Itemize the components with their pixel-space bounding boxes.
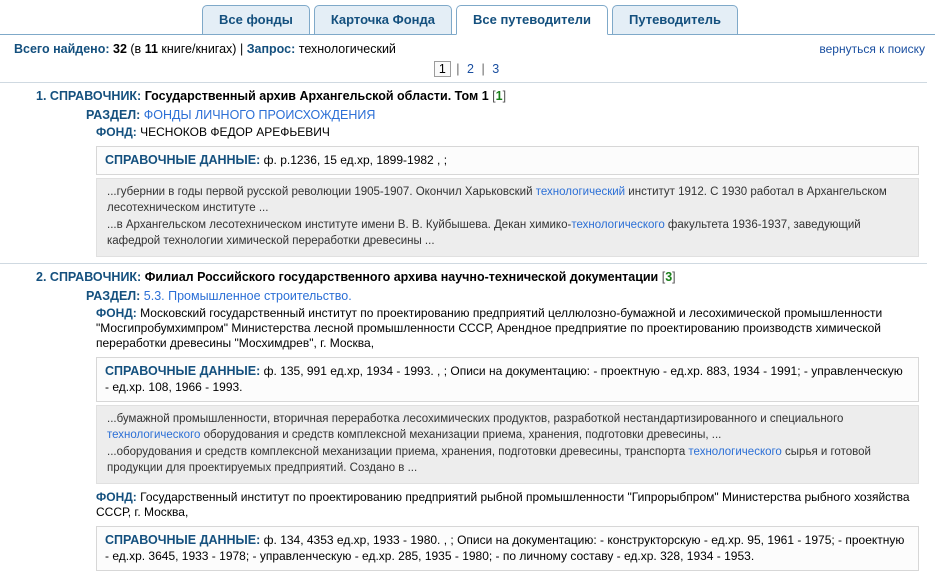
result-item-header (0, 82, 927, 105)
snippet-highlight: технологического (107, 429, 201, 441)
fond-label: ФОНД: (96, 490, 137, 504)
tab-label: Все путеводители (472, 12, 591, 27)
snippet-line (107, 411, 910, 443)
page-2[interactable]: 2 (467, 62, 474, 76)
found-label: Всего найдено: (14, 42, 110, 56)
snippet-line (107, 184, 910, 216)
result-title[interactable]: Государственный архив Архангельской области. Том 1 (144, 89, 489, 103)
page-1[interactable]: 1 (434, 61, 451, 77)
section-label: РАЗДЕЛ: (86, 108, 141, 122)
pager-separator: | (456, 62, 460, 76)
books-word: книге/книгах) (161, 42, 237, 56)
reference-data-card (96, 526, 919, 571)
snippet-text: ...губернии в годы первой русской революции 1905-1907. Окончил Харьковский (107, 186, 536, 198)
tab-all-funds[interactable] (202, 5, 310, 35)
fond-row (0, 484, 927, 522)
result-index: 2. (36, 270, 47, 284)
tab-label: Все фонды (219, 12, 293, 27)
reference-data-label: СПРАВОЧНЫЕ ДАННЫЕ: (105, 533, 261, 547)
result-hit-count: 1 (495, 89, 503, 103)
result-section (0, 286, 927, 303)
summary-separator: | (239, 42, 244, 56)
fond-label: ФОНД: (96, 125, 137, 139)
count-bracket-open: [ (661, 270, 666, 284)
reference-data-card (96, 357, 919, 402)
results-list (0, 82, 935, 571)
section-label: РАЗДЕЛ: (86, 289, 141, 303)
section-value[interactable]: ФОНДЫ ЛИЧНОГО ПРОИСХОЖДЕНИЯ (143, 108, 376, 122)
snippet-block (96, 405, 919, 484)
tab-all-guides[interactable] (456, 5, 608, 35)
fond-value[interactable]: Московский государственный институт по проектированию предприятий целлюлозно-бумажной и лесохимической промышленности "Мосгипробумхимпром" Министерства лесной промышленности СССР, Арендное предприятие по проектированию производств химической переработки древесины "Мосхимдрев", г. Москва, (96, 306, 883, 350)
result-section (0, 105, 927, 122)
count-bracket-open: [ (492, 89, 496, 103)
pagination (0, 60, 935, 82)
tab-label: Путеводитель (628, 12, 721, 27)
results-summary-bar (0, 35, 935, 60)
snippet-text: институт 1912. С 1930 работал в Архангельском лесотехническом институте ... (107, 186, 887, 214)
fond-row (0, 122, 927, 142)
snippet-highlight: технологического (571, 219, 665, 231)
result-type-label[interactable]: СПРАВОЧНИК: (49, 89, 142, 103)
section-value[interactable]: 5.3. Промышленное строительство. (143, 289, 352, 303)
result-title[interactable]: Филиал Российского государственного архива научно-технической документации (144, 270, 659, 284)
in-books-open: (в (130, 42, 142, 56)
snippet-block (96, 178, 919, 257)
count-bracket-close: ] (502, 89, 507, 103)
snippet-line (107, 444, 910, 476)
tab-list (0, 0, 935, 34)
fond-value[interactable]: ЧЕСНОКОВ ФЕДОР АРЕФЬЕВИЧ (140, 125, 330, 139)
snippet-text: сырья и готовой продукции для проектируемых предприятий. Создано в ... (107, 446, 871, 474)
query-value: технологический (298, 42, 396, 56)
reference-data-value: ф. 134, 4353 ед.хр, 1933 - 1980. , ; Описи на документацию: - конструкторскую - ед.хр. 95, 1961 - 1975; - проектную - ед.хр. 3645, 1933 - 1978; - управленческую - ед.хр. 285, 1935 - 1980; - по личному составу - ед.хр. 328, 1934 - 1953. (105, 533, 905, 563)
reference-data-value: ф. р.1236, 15 ед.хр, 1899-1982 , ; (263, 153, 448, 167)
fond-label: ФОНД: (96, 306, 137, 320)
snippet-highlight: технологического (688, 446, 782, 458)
result-index: 1. (36, 89, 47, 103)
snippet-highlight: технологический (535, 186, 626, 198)
reference-data-value: ф. 135, 991 ед.хр, 1934 - 1993. , ; Описи на документацию: - проектную - ед.хр. 883, 1934 - 1991; - управленческую - ед.хр. 108, 1966 - 1993. (105, 364, 903, 394)
tab-label: Карточка Фонда (330, 12, 435, 27)
snippet-line (107, 217, 910, 249)
snippet-text: ...оборудования и средств комплексной механизации приема, хранения, подготовки древесины, транспорта (107, 446, 689, 458)
count-bracket-close: ] (672, 270, 676, 284)
reference-data-card (96, 146, 919, 175)
snippet-text: ...бумажной промышленности, вторичная переработка лесохимических продуктов, разработкой нестандартизированного и специального (107, 413, 844, 425)
result-type-label[interactable]: СПРАВОЧНИК: (49, 270, 142, 284)
back-to-search-link[interactable]: вернуться к поиску (819, 42, 925, 56)
query-label: Запрос: (246, 42, 296, 56)
fond-value[interactable]: Государственный институт по проектированию предприятий рыбной промышленности "Гипрорыбпром" Министерства рыбного хозяйства СССР, г. Москва, (96, 490, 910, 519)
pager-separator: | (481, 62, 485, 76)
fond-row (0, 303, 927, 353)
snippet-text: оборудования и средств комплексной механизации приема, хранения, подготовки древесины, ... (200, 429, 722, 441)
reference-data-label: СПРАВОЧНЫЕ ДАННЫЕ: (105, 364, 261, 378)
results-summary (14, 42, 396, 56)
result-hit-count: 3 (665, 270, 673, 284)
snippet-text: факультета 1936-1937, заведующий кафедрой технологии химической переработки древесины ... (107, 219, 861, 247)
snippet-text: ...в Архангельском лесотехническом институте имени В. В. Куйбышева. Декан химико- (107, 219, 572, 231)
tab-fund-card[interactable] (314, 5, 452, 35)
tab-guide[interactable] (612, 5, 738, 35)
page-3[interactable]: 3 (492, 62, 500, 76)
found-count: 32 (113, 42, 127, 56)
books-count: 11 (144, 42, 158, 56)
tab-bar (0, 0, 935, 35)
result-item-header (0, 263, 927, 286)
reference-data-label: СПРАВОЧНЫЕ ДАННЫЕ: (105, 153, 261, 167)
